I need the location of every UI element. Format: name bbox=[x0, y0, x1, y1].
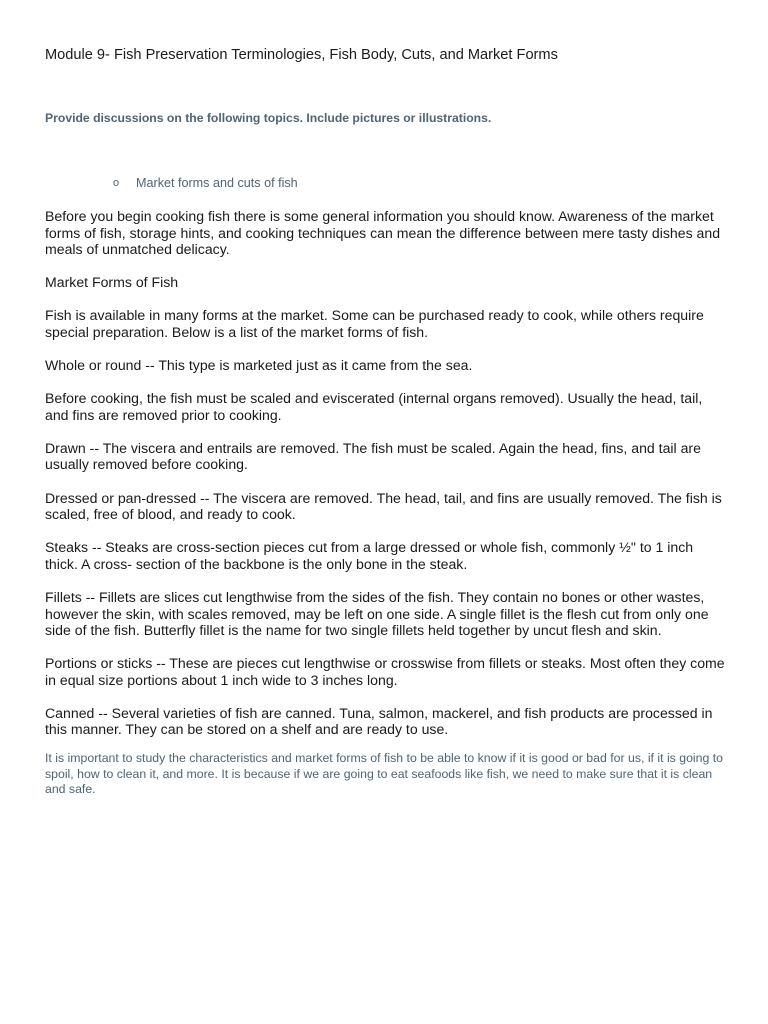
topic-item: Market forms and cuts of fish bbox=[136, 176, 298, 190]
paragraph-before-cooking: Before cooking, the fish must be scaled and eviscerated (internal organs removed). Usually the head, tail, and fins are removed prior to cooking. bbox=[45, 390, 703, 423]
paragraph-availability: Fish is available in many forms at the market. Some can be purchased ready to cook, while others require special preparation. Below is a list of the market forms of fish. bbox=[45, 307, 704, 340]
paragraph-canned: Canned -- Several varieties of fish are canned. Tuna, salmon, mackerel, and fish products are processed in this manner. They can be stored on a shelf and are ready to use. bbox=[45, 704, 713, 738]
page-title: Module 9- Fish Preservation Terminologies, Fish Body, Cuts, and Market Forms bbox=[45, 47, 558, 63]
topic-bullet: o bbox=[113, 177, 120, 189]
document-body bbox=[45, 208, 725, 755]
paragraph-drawn: Drawn -- The viscera and entrails are removed. The fish must be scaled. Again the head, fins, and tail are usually removed before cooking. bbox=[45, 439, 701, 473]
instructions-text: Provide discussions on the following topics. Include pictures or illustrations. bbox=[45, 111, 492, 125]
section-heading: Market Forms of Fish bbox=[45, 274, 179, 291]
closing-paragraph: It is important to study the characteristics and market forms of fish to be able to know if it is good or bad for us, if it is going to spoil, how to clean it, and more. It is because if we are going to eat seafoods like fish, we need to make sure that it is clean and safe. bbox=[45, 751, 724, 797]
paragraph-whole-round: Whole or round -- This type is marketed just as it came from the sea. bbox=[45, 357, 473, 374]
paragraph-steaks: Steaks -- Steaks are cross-section pieces cut from a large dressed or whole fish, commonly ½" to 1 inch thick. A cross- section of the backbone is the only bone in the steak. bbox=[45, 539, 694, 572]
paragraph-dressed: Dressed or pan-dressed -- The viscera are removed. The head, tail, and fins are usually removed. The fish is scaled, free of blood, and ready to cook. bbox=[45, 489, 722, 523]
paragraph-fillets: Fillets -- Fillets are slices cut lengthwise from the sides of the fish. They contain no bones or other wastes, however the skin, with scales removed, may be left on one side. A single fillet is the flesh cut from only one side of the fish. Butterfly fillet is the name for two single fillets held together by uncut flesh and skin. bbox=[45, 588, 709, 639]
paragraph-portions: Portions or sticks -- These are pieces cut lengthwise or crosswise from fillets or steaks. Most often they come in equal size portions about 1 inch wide to 3 inches long. bbox=[45, 655, 725, 688]
intro-paragraph: Before you begin cooking fish there is some general information you should know. Awareness of the market forms of fish, storage hints, and cooking techniques can mean the difference between mere tasty dishes and meals of unmatched delicacy. bbox=[45, 208, 721, 258]
